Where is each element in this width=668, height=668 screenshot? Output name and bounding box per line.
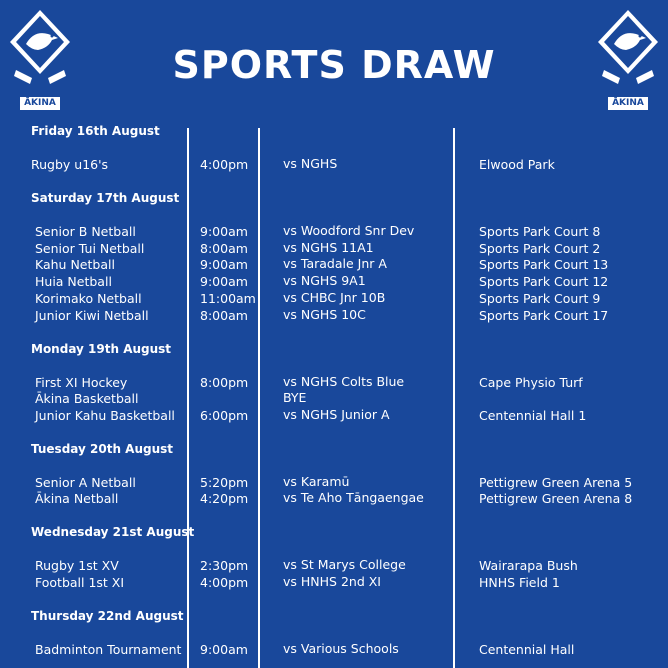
opponent: vs NGHS <box>283 156 338 171</box>
team-name: Korimako Netball <box>35 291 142 306</box>
team-name: Football 1st XI <box>35 575 125 590</box>
match-time: 4:20pm <box>200 491 249 506</box>
match-time: 9:00am <box>200 274 248 289</box>
venue: Cape Physio Turf <box>479 375 583 390</box>
match-time: 11:00am <box>200 291 256 306</box>
opponent: vs Woodford Snr Dev <box>283 223 415 238</box>
opponent: vs Te Aho Tāngaengae <box>283 490 424 505</box>
opponent: BYE <box>283 390 307 405</box>
venue: HNHS Field 1 <box>479 575 560 590</box>
venue: Pettigrew Green Arena 8 <box>479 491 633 506</box>
match-time: 9:00am <box>200 642 248 657</box>
match-time: 4:00pm <box>200 157 249 172</box>
match-time: 9:00am <box>200 257 248 272</box>
venue: Sports Park Court 17 <box>479 308 609 323</box>
team-name: Ākina Netball <box>35 491 119 506</box>
venue: Centennial Hall <box>479 642 575 657</box>
day-heading: Wednesday 21st August <box>31 525 195 539</box>
team-name: Rugby 1st XV <box>35 558 119 573</box>
match-time: 2:30pm <box>200 558 249 573</box>
opponent: vs Karamū <box>283 474 350 489</box>
team-name: Ākina Basketball <box>35 391 139 406</box>
match-time: 5:20pm <box>200 475 249 490</box>
day-heading: Thursday 22nd August <box>31 609 184 623</box>
venue: Sports Park Court 2 <box>479 241 601 256</box>
match-time: 9:00am <box>200 224 248 239</box>
match-time: 4:00pm <box>200 575 249 590</box>
venue: Pettigrew Green Arena 5 <box>479 475 633 490</box>
opponent: vs NGHS 10C <box>283 307 366 322</box>
opponent: vs NGHS Junior A <box>283 407 390 422</box>
team-name: Senior Tui Netball <box>35 241 145 256</box>
venue: Centennial Hall 1 <box>479 408 587 423</box>
opponent: vs NGHS 11A1 <box>283 240 374 255</box>
opponent: vs Various Schools <box>283 641 399 656</box>
opponent: vs St Marys College <box>283 557 406 572</box>
page-title: SPORTS DRAW <box>172 43 496 87</box>
venue: Wairarapa Bush <box>479 558 578 573</box>
opponent: vs CHBC Jnr 10B <box>283 290 386 305</box>
team-name: Rugby u16's <box>31 157 109 172</box>
opponent: vs Taradale Jnr A <box>283 256 387 271</box>
opponent: vs HNHS 2nd XI <box>283 574 381 589</box>
day-heading: Friday 16th August <box>31 124 160 138</box>
day-heading: Monday 19th August <box>31 342 172 356</box>
team-name: Junior Kiwi Netball <box>35 308 149 323</box>
opponent: vs NGHS 9A1 <box>283 273 366 288</box>
venue: Sports Park Court 13 <box>479 257 609 272</box>
column-divider-3 <box>453 128 455 668</box>
team-name: Huia Netball <box>35 274 112 289</box>
column-divider-1 <box>187 128 189 668</box>
day-heading: Saturday 17th August <box>31 191 180 205</box>
logo-name-left: ĀKINA <box>20 97 60 110</box>
match-time: 8:00pm <box>200 375 249 390</box>
match-time: 8:00am <box>200 308 248 323</box>
team-name: First XI Hockey <box>35 375 128 390</box>
team-name: Senior A Netball <box>35 475 136 490</box>
venue: Sports Park Court 9 <box>479 291 601 306</box>
match-time: 6:00pm <box>200 408 249 423</box>
venue: Sports Park Court 8 <box>479 224 601 239</box>
opponent: vs NGHS Colts Blue <box>283 374 405 389</box>
match-time: 8:00am <box>200 241 248 256</box>
team-name: Badminton Tournament <box>35 642 182 657</box>
logo-name-right: ĀKINA <box>608 97 648 110</box>
column-divider-2 <box>258 128 260 668</box>
venue: Sports Park Court 12 <box>479 274 609 289</box>
team-name: Senior B Netball <box>35 224 136 239</box>
day-heading: Tuesday 20th August <box>31 442 174 456</box>
team-name: Junior Kahu Basketball <box>35 408 175 423</box>
team-name: Kahu Netball <box>35 257 115 272</box>
venue: Elwood Park <box>479 157 555 172</box>
